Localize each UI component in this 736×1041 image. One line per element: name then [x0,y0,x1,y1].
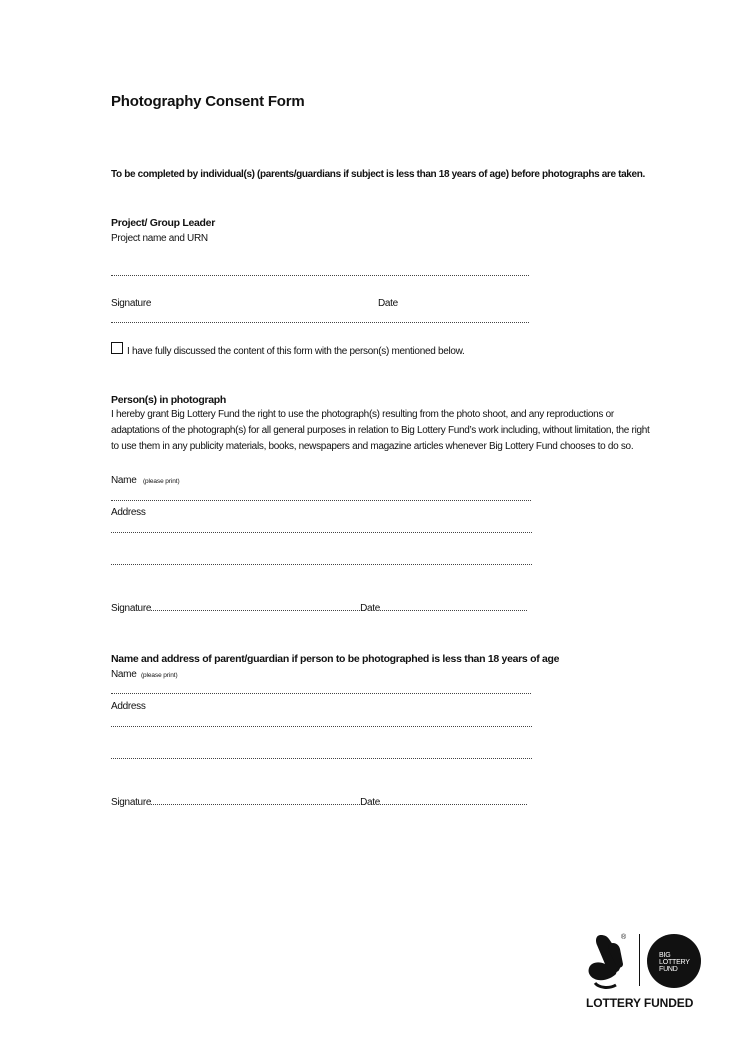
page-title: Photography Consent Form [111,93,305,110]
badge-line: BIG [659,952,671,959]
guardian-name-label [111,669,178,680]
registered-mark: ® [621,934,627,941]
guardian-signature-label: Signature [111,797,152,808]
person-date-field[interactable] [380,610,527,611]
person-signature-field[interactable] [151,610,360,611]
logo-divider [639,934,640,986]
consent-line: adaptations of the photograph(s) for all general purposes in relation to Big Lottery Fund’s work including, without limitation, the right [111,425,650,436]
guardian-date-field[interactable] [380,804,527,805]
discussed-checkbox[interactable] [111,342,123,354]
guardian-name-field[interactable] [111,693,531,694]
form-intro: To be completed by individual(s) (parents/guardians if subject is less than 18 years of age) before photographs are taken. [111,169,645,180]
project-name-label: Project name and URN [111,233,208,244]
guardian-signature-row [111,797,527,808]
guardian-address-label: Address [111,701,146,712]
person-address-field-1[interactable] [111,532,532,533]
guardian-name-label-text: Name [111,669,137,680]
guardian-heading: Name and address of parent/guardian if person to be photographed is less than 18 years of age [111,653,560,665]
guardian-signature-field[interactable] [151,804,360,805]
person-name-label-text: Name [111,475,137,486]
leader-heading: Project/ Group Leader [111,217,215,229]
project-name-field[interactable] [111,275,529,276]
guardian-address-field-1[interactable] [111,726,532,727]
guardian-address-field-2[interactable] [111,758,532,759]
person-address-label: Address [111,507,146,518]
person-signature-label: Signature [111,603,152,614]
person-signature-row [111,603,527,614]
leader-signature-label: Signature [111,298,152,309]
person-name-field[interactable] [111,500,531,501]
badge-line: FUND [659,966,678,973]
guardian-date-label: Date [360,797,381,808]
person-address-field-2[interactable] [111,564,532,565]
badge-line: LOTTERY [659,959,690,966]
guardian-name-hint: (please print) [140,672,178,679]
consent-line: to use them in any publicity materials, books, newspapers and magazine articles whenever Big Lottery Fund chooses to do so. [111,441,634,452]
big-lottery-fund-badge [647,934,701,988]
consent-line: I hereby grant Big Lottery Fund the right to use the photograph(s) resulting from the photo shoot, and any reproductions or [111,409,614,420]
leader-date-label: Date [378,298,398,309]
person-heading: Person(s) in photograph [111,394,227,406]
lottery-funded-text: LOTTERY FUNDED [586,996,694,1010]
lottery-logo [585,928,705,1028]
person-name-hint: (please print) [142,478,180,485]
consent-paragraph [111,407,701,455]
person-name-label [111,475,180,486]
leader-signature-date-field[interactable] [111,322,529,323]
person-date-label: Date [360,603,381,614]
discussed-checkbox-label: I have fully discussed the content of this form with the person(s) mentioned below. [127,346,465,357]
